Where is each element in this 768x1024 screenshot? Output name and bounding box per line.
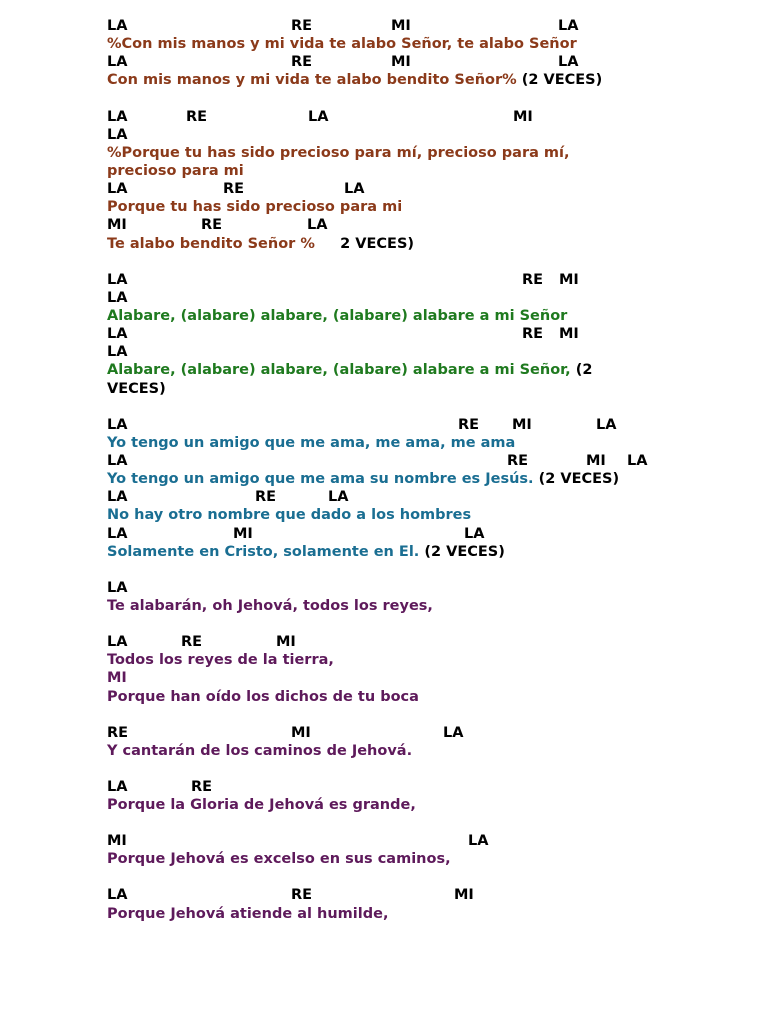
chord-line [107, 17, 747, 35]
chord: MI [107, 217, 127, 234]
lyric-line [107, 651, 747, 669]
chord: MI [391, 54, 411, 71]
lyric-text: %Porque tu has sido precioso para mí, precioso para mí, [107, 144, 570, 161]
song-sheet [107, 17, 747, 923]
chord-line [107, 886, 747, 904]
chord-line [107, 53, 747, 71]
lyric-line [107, 307, 747, 325]
chord: LA [344, 181, 365, 198]
chord-line [107, 778, 747, 796]
lyric-text: Yo tengo un amigo que me ama su nombre es Jesús. [107, 471, 534, 488]
lyric-text: Y cantarán de los caminos de Jehová. [107, 742, 413, 759]
chord-line [107, 416, 747, 434]
chord: LA [107, 525, 128, 542]
chord: LA [307, 217, 328, 234]
song-section [107, 886, 747, 922]
chord-line [107, 724, 747, 742]
repeat-note: (2 [570, 362, 593, 379]
chord-line [107, 216, 747, 234]
lyric-line [107, 71, 747, 89]
chord-line [107, 126, 747, 144]
chord: LA [107, 108, 128, 125]
chord: MI [276, 634, 296, 651]
chord: LA [308, 108, 329, 125]
lyric-line [107, 850, 747, 868]
song-section [107, 416, 747, 561]
chord: LA [107, 326, 128, 343]
chord-line [107, 343, 747, 361]
chord: LA [558, 54, 579, 71]
lyric-line [107, 470, 747, 488]
lyric-line [107, 434, 747, 452]
chord: RE [291, 54, 313, 71]
lyric-line [107, 162, 747, 180]
chord: RE [186, 108, 208, 125]
chord: LA [107, 289, 128, 306]
lyric-line [107, 35, 747, 53]
chord: RE [291, 887, 313, 904]
chord: MI [513, 108, 533, 125]
chord: RE [201, 217, 223, 234]
chord: MI [107, 833, 127, 850]
chord: MI [586, 452, 606, 469]
chord: MI [559, 326, 579, 343]
chord: LA [464, 525, 485, 542]
chord: LA [107, 489, 128, 506]
lyric-text: MI [107, 670, 127, 687]
chord: RE [507, 452, 529, 469]
chord: LA [107, 634, 128, 651]
lyric-line [107, 597, 747, 615]
chord-line [107, 579, 747, 597]
chord: LA [558, 18, 579, 34]
lyric-text: Yo tengo un amigo que me ama, me ama, me ama [107, 434, 516, 451]
chord: LA [107, 54, 128, 71]
chord: LA [107, 579, 128, 596]
chord: LA [328, 489, 349, 506]
lyric-line [107, 361, 747, 379]
lyric-text: Con mis manos y mi vida te alabo bendito Señor% [107, 72, 517, 89]
lyric-text: %Con mis manos y mi vida te alabo Señor, te alabo Señor [107, 36, 577, 53]
chord-line [107, 325, 747, 343]
chord: LA [107, 181, 128, 198]
repeat-note: 2 VECES) [314, 235, 415, 252]
chord-line [107, 180, 747, 198]
chord: MI [454, 887, 474, 904]
lyric-text: Porque la Gloria de Jehová es grande, [107, 797, 416, 814]
song-section [107, 778, 747, 814]
lyric-text: Alabare, (alabare) alabare, (alabare) alabare a mi Señor [107, 307, 568, 324]
chord: MI [233, 525, 253, 542]
lyric-text: Alabare, (alabare) alabare, (alabare) alabare a mi Señor, [107, 362, 571, 379]
chord: RE [223, 181, 245, 198]
chord-line [107, 452, 747, 470]
chord-line [107, 271, 747, 289]
chord: LA [596, 416, 617, 433]
lyric-line [107, 742, 747, 760]
lyric-line [107, 669, 747, 687]
lyric-text: Porque Jehová es excelso en sus caminos, [107, 851, 451, 868]
repeat-note: (2 VECES) [419, 543, 505, 560]
lyric-line [107, 198, 747, 216]
song-section [107, 724, 747, 760]
chord: LA [107, 18, 128, 34]
chord: LA [443, 724, 464, 741]
chord-line [107, 633, 747, 651]
chord-line [107, 289, 747, 307]
lyric-line [107, 796, 747, 814]
chord: LA [627, 452, 648, 469]
chord: RE [458, 416, 480, 433]
chord-line [107, 108, 747, 126]
lyric-line [107, 506, 747, 524]
chord: MI [559, 271, 579, 288]
song-section [107, 832, 747, 868]
chord: MI [291, 724, 311, 741]
chord: LA [107, 416, 128, 433]
chord: RE [291, 18, 313, 34]
lyric-text: precioso para mi [107, 162, 244, 179]
chord: RE [107, 724, 129, 741]
chord: LA [107, 887, 128, 904]
repeat-note: (2 VECES) [533, 471, 620, 488]
chord: LA [107, 778, 128, 795]
chord-line [107, 525, 747, 543]
chord: RE [191, 778, 213, 795]
lyric-text: Porque han oído los dichos de tu boca [107, 688, 419, 705]
song-section [107, 579, 747, 615]
song-section [107, 271, 747, 398]
lyric-text: Te alabarán, oh Jehová, todos los reyes, [107, 597, 433, 614]
chord-line [107, 488, 747, 506]
lyric-line [107, 380, 747, 398]
chord-line [107, 832, 747, 850]
lyric-text: Te alabo bendito Señor % [107, 235, 315, 252]
chord: LA [107, 271, 128, 288]
lyric-text: Porque tu has sido precioso para mi [107, 199, 403, 216]
chord: RE [255, 489, 277, 506]
lyric-text: Todos los reyes de la tierra, [107, 652, 334, 669]
chord: RE [522, 326, 544, 343]
lyric-line [107, 905, 747, 923]
lyric-text: Porque Jehová atiende al humilde, [107, 905, 389, 922]
lyric-line [107, 235, 747, 253]
chord: LA [107, 126, 128, 143]
lyric-line [107, 543, 747, 561]
chord: LA [468, 833, 489, 850]
chord: MI [391, 18, 411, 34]
chord: LA [107, 452, 128, 469]
lyric-text: No hay otro nombre que dado a los hombres [107, 507, 472, 524]
song-section [107, 633, 747, 706]
lyric-text: Solamente en Cristo, solamente en El. [107, 543, 420, 560]
repeat-note: (2 VECES) [516, 72, 603, 89]
song-section [107, 108, 747, 253]
chord: MI [512, 416, 532, 433]
lyric-line [107, 144, 747, 162]
chord: RE [181, 634, 203, 651]
repeat-note: VECES) [107, 380, 166, 397]
chord: RE [522, 271, 544, 288]
song-section [107, 17, 747, 90]
chord: LA [107, 344, 128, 361]
lyric-line [107, 688, 747, 706]
